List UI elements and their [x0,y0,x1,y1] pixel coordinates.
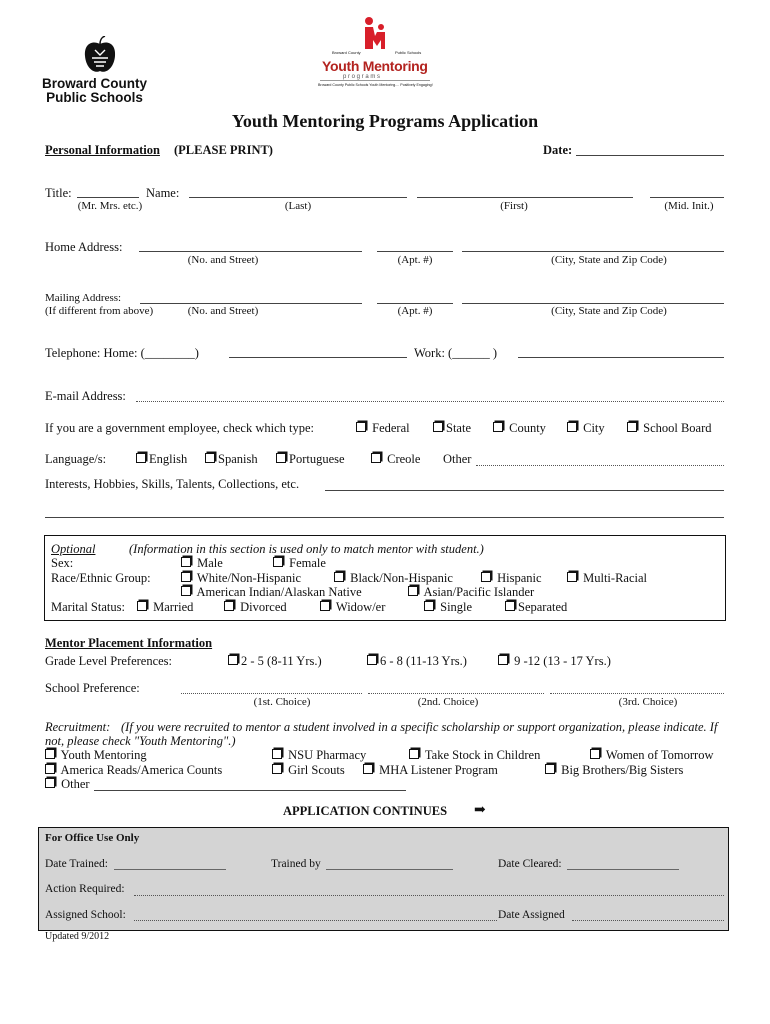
checkbox-icon [224,601,234,611]
checkbox-icon [181,557,191,567]
language-label: Language/s: [45,452,107,466]
lang-other-label: Other [443,452,472,466]
checkbox-icon [137,601,147,611]
last-name-field[interactable] [189,197,407,198]
title-field[interactable] [77,197,139,198]
mailing-city-field[interactable] [462,303,724,304]
checkbox-icon [272,749,282,759]
prog-big-brothers-checkbox[interactable]: Big Brothers/Big Sisters [545,763,683,778]
mailing-street-field[interactable] [140,303,362,304]
marital-married-checkbox[interactable]: Married [137,600,193,615]
race-hispanic-checkbox[interactable]: Hispanic [481,571,542,586]
checkbox-icon [424,601,434,611]
date-cleared-label: Date Cleared: [498,858,562,870]
trained-by-field[interactable] [326,869,453,870]
marital-label: Marital Status: [51,600,125,614]
title-label: Title: [45,186,72,200]
ym-tagline: Broward County Public Schools Youth Mentoring.... Positively Engaging! [318,83,433,87]
home-apt-caption: (Apt. #) [397,254,433,266]
office-use-section [38,827,729,931]
grade-9-12-checkbox[interactable]: 9 -12 (13 - 17 Yrs.) [498,654,611,669]
last-caption: (Last) [284,200,312,212]
race-asian-checkbox[interactable]: Asian/Pacific Islander [408,585,534,600]
office-heading: For Office Use Only [45,832,140,844]
print-note: (PLEASE PRINT) [174,143,273,157]
checkbox-icon [408,586,418,596]
prog-women-checkbox[interactable]: Women of Tomorrow [590,748,714,763]
date-trained-field[interactable] [114,869,226,870]
checkbox-icon [273,557,283,567]
mailing-street-caption: (No. and Street) [187,305,259,317]
date-field[interactable] [576,155,724,156]
checkbox-icon [567,572,577,582]
checkbox-icon [371,453,381,463]
trained-by-label: Trained by [271,858,321,870]
marital-separated-checkbox[interactable]: Separated [505,600,567,615]
recruit-note-1: (If you were recruited to mentor a student involved in a specific scholarship or support organization, please indicate. If [121,720,718,734]
prog-other-checkbox[interactable]: Other [45,777,90,792]
race-label: Race/Ethnic Group: [51,571,151,585]
school-choice-3-field[interactable] [550,693,724,694]
updated-note: Updated 9/2012 [45,931,110,942]
marital-single-checkbox[interactable]: Single [424,600,472,615]
ym-name: Youth Mentoring [322,58,428,74]
checkbox-icon [498,655,508,665]
assigned-school-label: Assigned School: [45,909,126,921]
interests-field[interactable] [325,490,724,491]
mailing-address-label: Mailing Address: [45,292,122,304]
home-city-caption: (City, State and Zip Code) [551,254,667,266]
optional-label: Optional [51,542,96,556]
checkbox-icon [493,422,503,432]
first-name-field[interactable] [417,197,633,198]
prog-mha-checkbox[interactable]: MHA Listener Program [363,763,498,778]
checkbox-icon [276,453,286,463]
date-assigned-label: Date Assigned [498,909,565,921]
home-city-field[interactable] [462,251,724,252]
ym-small-left: Broward County [332,50,361,55]
checkbox-icon [320,601,330,611]
lang-creole-checkbox[interactable]: Creole [371,452,420,467]
grade-label: Grade Level Preferences: [45,654,173,668]
page-title: Youth Mentoring Programs Application [231,111,539,131]
first-caption: (First) [500,200,528,212]
school-pref-label: School Preference: [45,681,140,695]
checkbox-icon [590,749,600,759]
home-address-label: Home Address: [45,240,123,254]
checkbox-icon [181,586,191,596]
mentor-heading: Mentor Placement Information [45,636,213,650]
work-phone-field[interactable] [518,357,724,358]
checkbox-icon [367,655,377,665]
telephone-label: Telephone: Home: (________) [45,346,199,360]
date-assigned-field[interactable] [572,920,724,921]
mid-caption: (Mid. Init.) [664,200,714,212]
checkbox-icon [181,572,191,582]
grade-6-8-checkbox[interactable]: 6 - 8 (11-13 Yrs.) [367,654,467,669]
checkbox-icon [567,422,577,432]
bcps-line-1: Broward County [42,76,148,91]
sex-male-checkbox[interactable]: Male [181,556,223,571]
mailing-apt-caption: (Apt. #) [397,305,433,317]
sex-female-checkbox[interactable]: Female [273,556,326,571]
school-choice-1-field[interactable] [181,693,362,694]
date-cleared-field[interactable] [567,869,679,870]
checkbox-icon [481,572,491,582]
lang-spanish-checkbox[interactable]: Spanish [205,452,258,467]
mailing-apt-field[interactable] [377,303,453,304]
checkbox-icon [505,601,515,611]
prog-nsu-checkbox[interactable]: NSU Pharmacy [272,748,366,763]
gov-county-checkbox[interactable]: County [493,421,546,436]
race-black-checkbox[interactable]: Black/Non-Hispanic [334,571,453,586]
personal-heading: Personal Information [45,143,160,157]
choice-1-caption: (1st. Choice) [253,696,311,708]
checkbox-icon [356,422,366,432]
checkbox-icon [205,453,215,463]
checkbox-icon [136,453,146,463]
action-required-label: Action Required: [45,883,125,895]
recruit-label: Recruitment: [45,720,111,734]
interests-field-2[interactable] [45,517,724,518]
mid-init-field[interactable] [650,197,724,198]
action-required-field[interactable] [134,895,724,896]
checkbox-icon [228,655,238,665]
work-label: Work: (______ ) [414,346,498,360]
checkbox-icon [334,572,344,582]
checkbox-icon [272,764,282,774]
gov-state-checkbox[interactable]: State [433,421,471,436]
prog-youth-checkbox[interactable]: Youth Mentoring [45,748,147,763]
optional-note: (Information in this section is used only to match mentor with student.) [129,542,484,556]
home-street-caption: (No. and Street) [187,254,259,266]
recruit-note-2: not, please check "Youth Mentoring".) [45,734,236,748]
lang-portuguese-checkbox[interactable]: Portuguese [276,452,345,467]
date-label: Date: [543,143,573,157]
sex-label: Sex: [51,556,74,570]
email-label: E-mail Address: [45,389,126,403]
interests-label: Interests, Hobbies, Skills, Talents, Collections, etc. [45,477,300,491]
race-native-checkbox[interactable]: American Indian/Alaskan Native [181,585,362,600]
prog-girl-scouts-checkbox[interactable]: Girl Scouts [272,763,345,778]
prog-other-field[interactable] [94,790,406,791]
checkbox-icon [409,749,419,759]
ym-small-right: Public Schools [395,50,422,55]
gov-school-board-checkbox[interactable]: School Board [627,421,712,436]
name-label: Name: [146,186,180,200]
choice-2-caption: (2nd. Choice) [417,696,479,708]
title-hint: (Mr. Mrs. etc.) [77,200,143,212]
prog-america-reads-checkbox[interactable]: America Reads/America Counts [45,763,222,778]
email-field[interactable] [136,401,724,402]
home-phone-field[interactable] [229,357,407,358]
checkbox-icon [433,422,443,432]
checkbox-icon [627,422,637,432]
choice-3-caption: (3rd. Choice) [618,696,678,708]
apple-icon [82,36,118,76]
checkbox-icon [45,764,55,774]
date-trained-label: Date Trained: [45,858,108,870]
gov-city-checkbox[interactable]: City [567,421,605,436]
application-continues: APPLICATION CONTINUES [283,804,448,818]
home-apt-field[interactable] [377,251,453,252]
assigned-school-field[interactable] [134,920,497,921]
lang-english-checkbox[interactable]: English [136,452,187,467]
ym-programs: p r o g r a m s [343,74,381,80]
race-white-checkbox[interactable]: White/Non-Hispanic [181,571,301,586]
checkbox-icon [363,764,373,774]
marital-widow-checkbox[interactable]: Widow/er [320,600,385,615]
mailing-city-caption: (City, State and Zip Code) [551,305,667,317]
bcps-line-2: Public Schools [46,90,143,105]
marital-divorced-checkbox[interactable]: Divorced [224,600,287,615]
lang-other-field[interactable] [476,465,724,466]
prog-take-stock-checkbox[interactable]: Take Stock in Children [409,748,540,763]
mentor-figures-icon [360,16,390,50]
grade-2-5-checkbox[interactable]: 2 - 5 (8-11 Yrs.) [228,654,322,669]
race-multi-checkbox[interactable]: Multi-Racial [567,571,647,586]
home-street-field[interactable] [139,251,362,252]
checkbox-icon [45,778,55,788]
school-choice-2-field[interactable] [368,693,544,694]
mailing-hint: (If different from above) [45,305,154,317]
gov-federal-checkbox[interactable]: Federal [356,421,410,436]
arrow-right-icon: ➡ [474,803,486,818]
checkbox-icon [45,749,55,759]
checkbox-icon [545,764,555,774]
gov-question: If you are a government employee, check which type: [45,421,314,435]
